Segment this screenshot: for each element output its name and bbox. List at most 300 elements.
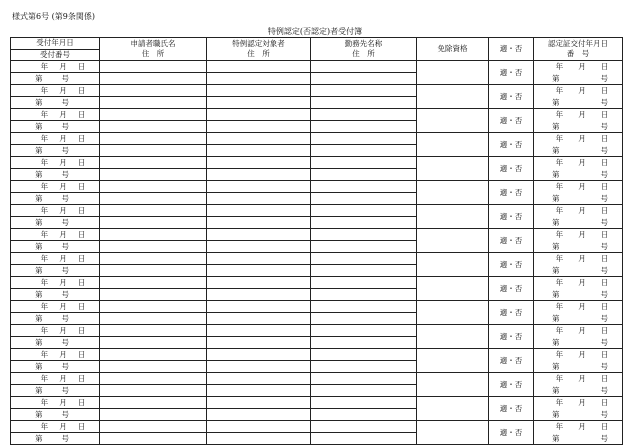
year-label: 年 [40,254,49,263]
reception-cell[interactable] [11,397,100,421]
month-label: 月 [59,86,67,95]
go-label: 号 [600,361,608,371]
month-label: 月 [59,134,67,143]
workplace-cell[interactable] [311,325,417,349]
certificate-cell[interactable] [534,397,623,421]
dai-label: 第 [35,98,43,107]
reception-cell[interactable] [11,61,100,85]
day-label: 日 [77,182,86,191]
ledger-row [11,109,623,133]
workplace-cell[interactable] [311,253,417,277]
month-label: 月 [578,374,586,384]
target-person-cell[interactable] [207,397,311,421]
target-person-cell[interactable] [207,157,311,181]
go-label: 号 [600,121,608,131]
certificate-cell[interactable] [534,349,623,373]
go-label: 号 [600,241,608,251]
target-person-cell[interactable] [207,349,311,373]
go-label: 号 [61,290,69,299]
exemption-cell[interactable] [417,325,489,349]
applicant-cell[interactable] [100,253,207,277]
applicant-cell[interactable] [100,205,207,229]
go-label: 号 [61,314,69,323]
go-label: 号 [600,145,608,155]
day-label: 日 [600,230,609,240]
day-label: 日 [600,422,609,432]
certificate-cell[interactable] [534,325,623,349]
year-label: 年 [555,230,564,240]
ledger-row [11,181,623,205]
exemption-cell[interactable] [417,157,489,181]
ledger-row [11,373,623,397]
dai-label: 第 [35,194,43,203]
day-label: 日 [600,278,609,288]
workplace-cell[interactable] [311,373,417,397]
day-label: 日 [77,110,86,119]
year-label: 年 [40,422,49,431]
ledger-row [11,253,623,277]
header-applicant-name: 申請者職氏名 [130,39,176,48]
ledger-row [11,85,623,109]
target-person-cell[interactable] [207,301,311,325]
workplace-cell[interactable] [311,397,417,421]
applicant-cell[interactable] [100,109,207,133]
exemption-cell[interactable] [417,85,489,109]
go-label: 号 [61,362,69,371]
month-label: 月 [59,254,67,263]
target-person-cell[interactable] [207,229,311,253]
month-label: 月 [578,398,586,408]
go-label: 号 [600,193,608,203]
go-label: 号 [61,74,69,83]
ledger-row [11,229,623,253]
approval-cell[interactable]: 適・否 [489,373,534,397]
approval-cell[interactable]: 適・否 [489,301,534,325]
go-label: 号 [600,97,608,107]
year-label: 年 [40,134,49,143]
certificate-cell[interactable] [534,229,623,253]
dai-label: 第 [35,314,43,323]
month-label: 月 [578,422,586,432]
reception-cell[interactable] [11,133,100,157]
dai-label: 第 [552,409,560,419]
month-label: 月 [578,206,586,216]
year-label: 年 [40,326,49,335]
header-target-person-name: 特例認定対象者 [232,39,285,48]
ledger-row [11,157,623,181]
day-label: 日 [600,62,609,72]
certificate-cell[interactable] [534,253,623,277]
ledger-row [11,397,623,421]
dai-label: 第 [552,145,560,155]
year-label: 年 [555,182,564,192]
target-person-cell[interactable] [207,325,311,349]
approval-cell[interactable]: 適・否 [489,325,534,349]
month-label: 月 [59,230,67,239]
day-label: 日 [77,134,86,143]
exemption-cell[interactable] [417,277,489,301]
reception-cell[interactable] [11,157,100,181]
exemption-cell[interactable] [417,109,489,133]
month-label: 月 [59,278,67,287]
target-person-cell[interactable] [207,253,311,277]
year-label: 年 [555,326,564,336]
approval-cell[interactable]: 適・否 [489,397,534,421]
applicant-cell[interactable] [100,229,207,253]
year-label: 年 [555,398,564,408]
workplace-cell[interactable] [311,61,417,85]
applicant-cell[interactable] [100,157,207,181]
dai-label: 第 [552,97,560,107]
go-label: 号 [61,266,69,275]
day-label: 日 [600,158,609,168]
exemption-cell[interactable] [417,301,489,325]
dai-label: 第 [35,146,43,155]
go-label: 号 [600,265,608,275]
year-label: 年 [40,278,49,287]
dai-label: 第 [552,337,560,347]
dai-label: 第 [552,313,560,323]
approval-cell[interactable]: 適・否 [489,349,534,373]
target-person-cell[interactable] [207,109,311,133]
applicant-cell[interactable] [100,133,207,157]
month-label: 月 [59,158,67,167]
applicant-cell[interactable] [100,61,207,85]
header-approval: 適・否 [489,38,534,61]
target-person-cell[interactable] [207,373,311,397]
dai-label: 第 [35,362,43,371]
dai-label: 第 [552,241,560,251]
reception-cell[interactable] [11,109,100,133]
applicant-cell[interactable] [100,373,207,397]
ledger-row [11,205,623,229]
month-label: 月 [578,350,586,360]
applicant-cell[interactable] [100,85,207,109]
reception-cell[interactable] [11,229,100,253]
certificate-cell[interactable] [534,181,623,205]
ledger-row [11,349,623,373]
exemption-cell[interactable] [417,205,489,229]
certificate-cell[interactable] [534,157,623,181]
workplace-cell[interactable] [311,109,417,133]
month-label: 月 [59,206,67,215]
exemption-cell[interactable] [417,229,489,253]
go-label: 号 [600,289,608,299]
reception-cell[interactable] [11,181,100,205]
year-label: 年 [40,350,49,359]
reception-cell[interactable] [11,205,100,229]
go-label: 号 [61,170,69,179]
year-label: 年 [555,254,564,264]
go-label: 号 [61,242,69,251]
reception-cell[interactable] [11,253,100,277]
year-label: 年 [555,422,564,432]
exemption-cell[interactable] [417,421,489,445]
dai-label: 第 [35,242,43,251]
document-title: 特例認定(否認定)者受付簿 [267,27,363,36]
dai-label: 第 [35,170,43,179]
month-label: 月 [578,278,586,288]
month-label: 月 [578,158,586,168]
applicant-cell[interactable] [100,325,207,349]
dai-label: 第 [35,434,43,443]
approval-cell[interactable]: 適・否 [489,157,534,181]
ledger-body [11,61,623,445]
reception-ledger-table [10,37,623,445]
year-label: 年 [40,398,49,407]
go-label: 号 [61,146,69,155]
day-label: 日 [600,134,609,144]
dai-label: 第 [552,193,560,203]
month-label: 月 [578,230,586,240]
exemption-cell[interactable] [417,349,489,373]
target-person-cell[interactable] [207,133,311,157]
certificate-cell[interactable] [534,109,623,133]
certificate-cell[interactable] [534,277,623,301]
year-label: 年 [555,278,564,288]
dai-label: 第 [35,386,43,395]
year-label: 年 [555,302,564,312]
reception-cell[interactable] [11,325,100,349]
year-label: 年 [555,86,564,96]
day-label: 日 [600,86,609,96]
year-label: 年 [40,86,49,95]
go-label: 号 [61,218,69,227]
go-label: 号 [600,433,608,443]
header-workplace-address: 住 所 [352,49,375,58]
dai-label: 第 [35,218,43,227]
month-label: 月 [578,110,586,120]
approval-cell[interactable]: 適・否 [489,229,534,253]
year-label: 年 [40,230,49,239]
month-label: 月 [578,326,586,336]
dai-label: 第 [35,122,43,131]
target-person-cell[interactable] [207,85,311,109]
workplace-cell[interactable] [311,157,417,181]
go-label: 号 [61,122,69,131]
dai-label: 第 [552,73,560,83]
year-label: 年 [555,206,564,216]
workplace-cell[interactable] [311,421,417,445]
day-label: 日 [77,302,86,311]
certificate-cell[interactable] [534,205,623,229]
workplace-cell[interactable] [311,181,417,205]
month-label: 月 [59,350,67,359]
ledger-row [11,325,623,349]
approval-cell[interactable]: 適・否 [489,421,534,445]
year-label: 年 [555,158,564,168]
year-label: 年 [40,62,49,71]
month-label: 月 [59,374,67,383]
dai-label: 第 [552,289,560,299]
exemption-cell[interactable] [417,397,489,421]
day-label: 日 [77,206,86,215]
year-label: 年 [555,134,564,144]
year-label: 年 [555,374,564,384]
workplace-cell[interactable] [311,301,417,325]
target-person-cell[interactable] [207,181,311,205]
reception-cell[interactable] [11,85,100,109]
month-label: 月 [578,302,586,312]
applicant-cell[interactable] [100,277,207,301]
certificate-cell[interactable] [534,85,623,109]
workplace-cell[interactable] [311,229,417,253]
dai-label: 第 [35,410,43,419]
applicant-cell[interactable] [100,349,207,373]
year-label: 年 [555,62,564,72]
dai-label: 第 [35,74,43,83]
exemption-cell[interactable] [417,181,489,205]
header-target-person [207,38,311,61]
year-label: 年 [555,110,564,120]
ledger-row [11,277,623,301]
approval-cell[interactable]: 適・否 [489,133,534,157]
day-label: 日 [600,374,609,384]
approval-cell[interactable]: 適・否 [489,253,534,277]
day-label: 日 [600,182,609,192]
ledger-row [11,61,623,85]
day-label: 日 [600,350,609,360]
dai-label: 第 [552,265,560,275]
dai-label: 第 [552,217,560,227]
day-label: 日 [600,206,609,216]
month-label: 月 [59,182,67,191]
day-label: 日 [600,398,609,408]
day-label: 日 [77,326,86,335]
header-workplace-name: 勤務先名称 [344,39,383,48]
approval-cell[interactable]: 適・否 [489,61,534,85]
go-label: 号 [600,385,608,395]
certificate-cell[interactable] [534,373,623,397]
month-label: 月 [59,326,67,335]
month-label: 月 [578,86,586,96]
month-label: 月 [578,134,586,144]
ledger-row [11,301,623,325]
day-label: 日 [77,398,86,407]
workplace-cell[interactable] [311,277,417,301]
dai-label: 第 [552,361,560,371]
target-person-cell[interactable] [207,205,311,229]
target-person-cell[interactable] [207,61,311,85]
dai-label: 第 [552,121,560,131]
reception-cell[interactable] [11,421,100,445]
year-label: 年 [40,110,49,119]
applicant-cell[interactable] [100,397,207,421]
day-label: 日 [77,374,86,383]
day-label: 日 [77,230,86,239]
certificate-cell[interactable] [534,421,623,445]
month-label: 月 [578,182,586,192]
target-person-cell[interactable] [207,421,311,445]
go-label: 号 [600,337,608,347]
applicant-cell[interactable] [100,421,207,445]
header-row [11,38,623,61]
applicant-cell[interactable] [100,301,207,325]
certificate-cell[interactable] [534,133,623,157]
header-certificate-date: 認定証交付年月日 [548,39,608,48]
applicant-cell[interactable] [100,181,207,205]
month-label: 月 [59,62,67,71]
header-target-person-address: 住 所 [247,49,270,58]
day-label: 日 [77,254,86,263]
workplace-cell[interactable] [311,133,417,157]
exemption-cell[interactable] [417,61,489,85]
go-label: 号 [61,194,69,203]
year-label: 年 [40,302,49,311]
year-label: 年 [40,158,49,167]
reception-cell[interactable] [11,301,100,325]
exemption-cell[interactable] [417,373,489,397]
go-label: 号 [600,217,608,227]
header-exemption: 免除資格 [417,38,489,61]
certificate-cell[interactable] [534,301,623,325]
go-label: 号 [61,434,69,443]
dai-label: 第 [552,433,560,443]
month-label: 月 [578,254,586,264]
dai-label: 第 [35,290,43,299]
header-reception-date: 受付年月日 [36,38,74,48]
exemption-cell[interactable] [417,133,489,157]
go-label: 号 [600,313,608,323]
month-label: 月 [59,398,67,407]
day-label: 日 [77,278,86,287]
day-label: 日 [600,326,609,336]
reception-cell[interactable] [11,349,100,373]
year-label: 年 [40,206,49,215]
target-person-cell[interactable] [207,277,311,301]
month-label: 月 [59,110,67,119]
header-workplace [311,38,417,61]
header-applicant [100,38,207,61]
go-label: 号 [600,169,608,179]
header-reception [11,38,100,61]
workplace-cell[interactable] [311,85,417,109]
dai-label: 第 [35,338,43,347]
header-certificate-number: 番 号 [566,49,590,58]
ledger-row [11,133,623,157]
day-label: 日 [77,422,86,431]
go-label: 号 [600,73,608,83]
approval-cell[interactable]: 適・否 [489,85,534,109]
header-applicant-address: 住 所 [141,49,165,58]
go-label: 号 [61,338,69,347]
approval-cell[interactable]: 適・否 [489,109,534,133]
form-number: 様式第6号 (第9条関係) [12,12,95,21]
certificate-cell[interactable] [534,61,623,85]
day-label: 日 [77,86,86,95]
day-label: 日 [77,62,86,71]
header-reception-number: 受付番号 [11,49,99,61]
month-label: 月 [59,302,67,311]
header-certificate [534,38,623,61]
approval-cell[interactable]: 適・否 [489,205,534,229]
day-label: 日 [600,302,609,312]
reception-cell[interactable] [11,277,100,301]
workplace-cell[interactable] [311,349,417,373]
approval-cell[interactable]: 適・否 [489,277,534,301]
go-label: 号 [61,98,69,107]
exemption-cell[interactable] [417,253,489,277]
dai-label: 第 [552,169,560,179]
reception-cell[interactable] [11,373,100,397]
day-label: 日 [77,158,86,167]
approval-cell[interactable]: 適・否 [489,181,534,205]
year-label: 年 [40,374,49,383]
go-label: 号 [61,410,69,419]
ledger-row [11,421,623,445]
dai-label: 第 [552,385,560,395]
workplace-cell[interactable] [311,205,417,229]
